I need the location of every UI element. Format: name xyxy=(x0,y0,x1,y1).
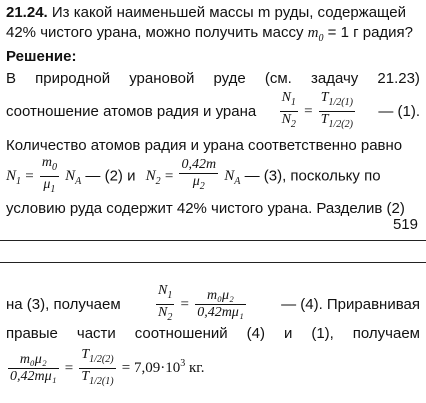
text: — (2) и xyxy=(85,167,136,185)
word: задачу xyxy=(310,70,359,87)
word: соотношений xyxy=(134,325,228,342)
fraction-t-ratio: $\frac{T_{1/2(1)}}{T_{1/2(2)}}$ xyxy=(320,90,353,130)
word: (1), xyxy=(311,325,334,342)
solution-line2 xyxy=(6,90,420,133)
solution-heading: Решение: xyxy=(6,48,77,65)
continuation-line3: $\frac{\text{m₀μ₂}}{\text{0,42mμ₁}}$ = $\frac{T_{1/2(2)}}{T_{1/2(1)}}$ = $7,09\cdot 10^3$ кг. xyxy=(6,347,420,390)
ratio-equation: $\frac{N_1}{N_2}$ = $\frac{T_{1/2(1)}}{T_{1/2(2)}}$ xyxy=(278,90,357,133)
fraction-n1-n2: $\frac{N_1}{N_2}$ xyxy=(281,90,296,130)
page-bottom xyxy=(0,263,426,403)
word: руде xyxy=(213,70,246,87)
word: правые xyxy=(6,325,58,342)
result-value: = $7,09\cdot 10^3$ кг. xyxy=(121,358,205,377)
text: соотношение атомов радия и урана xyxy=(6,102,257,120)
word: природной xyxy=(35,70,111,87)
m0-value: = 1 г радия? xyxy=(327,24,414,41)
page-break xyxy=(0,240,426,263)
problem-statement-line2 xyxy=(6,24,420,44)
text: на (3), получаем xyxy=(6,295,121,313)
equation-4: $\frac{N_1}{N_2}$ = $\frac{\text{m₀μ₂}}{\text{0,42mμ₁}}$ xyxy=(154,283,248,326)
fraction-t-ratio: $\frac{T_{1/2(2)}}{T_{1/2(1)}}$ xyxy=(81,347,114,387)
text: — (3), поскольку по xyxy=(244,167,381,185)
solution-line4: $N_1$ = $\frac{m_0}{\mu_1}$ $N_A$ — (2) и $N_2$ = $\frac{0,42m}{\mu_2}$ $N_A$ — (3), поскольку по xyxy=(6,155,420,198)
problem-text-1: Из какой наименьшей массы m руды, содержащей xyxy=(51,4,406,21)
fraction-042m-mu2: $\frac{0,42m}{\mu_2}$ xyxy=(181,157,217,193)
fraction-n1-n2: $\frac{N_1}{N_2}$ xyxy=(158,283,173,323)
text: — (4). Приравнивая xyxy=(281,295,420,313)
solution-line1 xyxy=(6,70,420,87)
word: и xyxy=(283,325,293,342)
word: урановой xyxy=(129,70,195,87)
word: (4) xyxy=(246,325,265,342)
word: 21.23) xyxy=(377,70,420,87)
word: В xyxy=(6,70,17,87)
m0-symbol: $m_0$ xyxy=(307,25,324,44)
word: получаем xyxy=(352,325,420,342)
solution-line3: Количество атомов радия и урана соответственно равно xyxy=(6,137,403,154)
fraction-mass-ratio: $\frac{\text{m₀μ₂}}{\text{0,42mμ₁}}$ xyxy=(10,351,57,384)
problem-text-2: 42% чистого урана, можно получить массу xyxy=(6,24,304,41)
problem-number: 21.24. xyxy=(6,4,48,21)
fraction-m0-mu1: $\frac{m_0}{\mu_1}$ xyxy=(41,155,57,195)
page-number: 519 xyxy=(392,216,418,233)
word: (см. xyxy=(264,70,292,87)
continuation-line1 xyxy=(6,283,420,326)
fraction-mass-ratio: $\frac{\text{m₀μ₂}}{\text{0,42mμ₁}}$ xyxy=(197,287,244,320)
continuation-line2 xyxy=(6,325,420,342)
word: части xyxy=(76,325,116,342)
problem-statement-line1 xyxy=(6,4,420,21)
solution-line5: условию руда содержит 42% чистого урана. Разделив (2) xyxy=(6,200,405,217)
equation-label: — (1). xyxy=(378,102,420,120)
